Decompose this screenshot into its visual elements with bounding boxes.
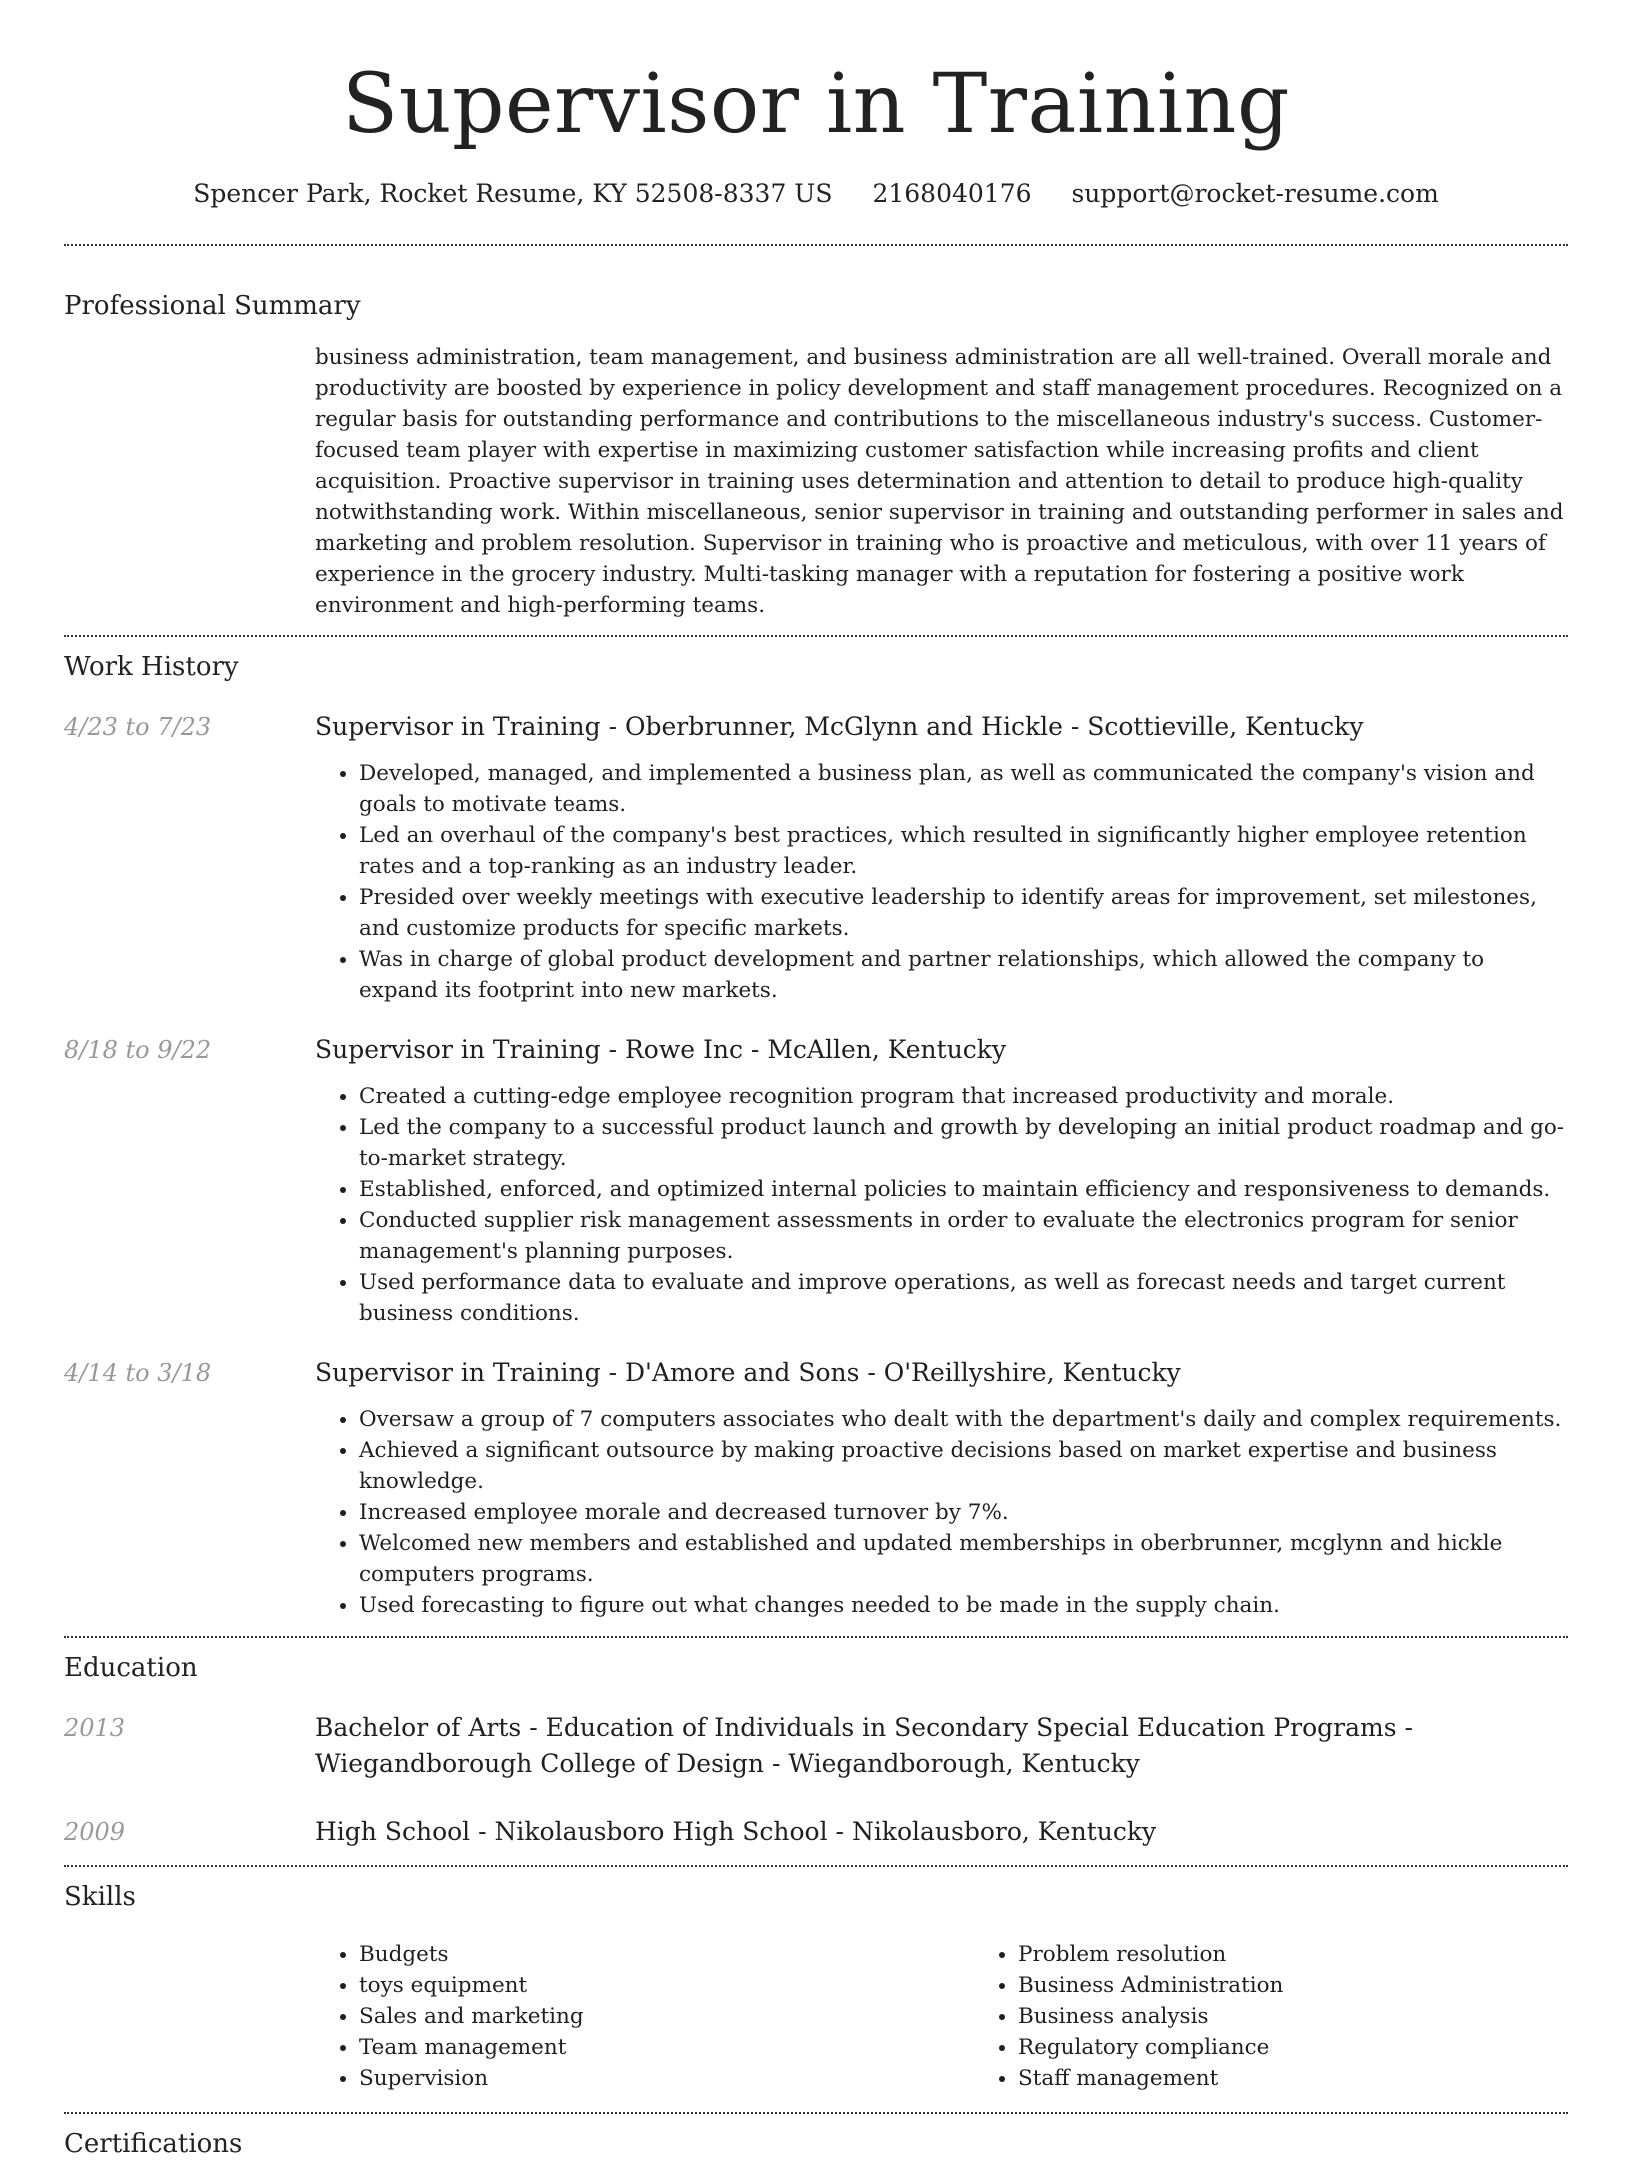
section-title-skills: Skills xyxy=(64,1882,136,1912)
section-title-work-history: Work History xyxy=(64,652,239,682)
education-section xyxy=(64,1648,1568,1850)
skills-list-left xyxy=(315,1939,974,2094)
skill-item: • Business Administration xyxy=(1018,1970,1632,2001)
section-title-certifications: Certifications xyxy=(64,2129,243,2159)
education-year: 2009 xyxy=(64,1818,126,1846)
education-entry xyxy=(64,1814,1568,1850)
job-bullet: • Established, enforced, and optimized internal policies to maintain efficiency and responsiveness to demands. xyxy=(359,1174,1568,1205)
education-text: Bachelor of Arts - Education of Individuals in Secondary Special Education Programs - Wiegandborough College of Design - Wiegandborough, Kentucky xyxy=(315,1713,1413,1778)
contact-address: Spencer Park, Rocket Resume, KY 52508-8337 US xyxy=(193,179,833,208)
certifications-section xyxy=(64,2124,1568,2164)
job-bullet: • Achieved a significant outsource by making proactive decisions based on market expertise and business knowledge. xyxy=(359,1435,1568,1497)
divider xyxy=(64,2112,1568,2114)
resume-page xyxy=(64,0,1568,2164)
job-bullet: • Used forecasting to figure out what changes needed to be made in the supply chain. xyxy=(359,1590,1568,1621)
job-bullet: • Increased employee morale and decreased turnover by 7%. xyxy=(359,1497,1568,1528)
summary-section xyxy=(64,286,1568,621)
job-dates: 8/18 to 9/22 xyxy=(64,1036,212,1064)
job-bullet: • Led the company to a successful product launch and growth by developing an initial product roadmap and go-to-market strategy. xyxy=(359,1112,1568,1174)
job-bullet: • Presided over weekly meetings with executive leadership to identify areas for improvement, set milestones, and customize products for specific markets. xyxy=(359,882,1568,944)
skill-item: • Supervision xyxy=(359,2063,974,2094)
job-bullet: • Conducted supplier risk management assessments in order to evaluate the electronics program for senior management's planning purposes. xyxy=(359,1205,1568,1267)
section-title-education: Education xyxy=(64,1653,198,1683)
contact-line xyxy=(64,178,1568,210)
divider xyxy=(64,1865,1568,1867)
job-entry xyxy=(64,709,1568,1006)
skill-item: • Sales and marketing xyxy=(359,2001,974,2032)
candidate-name: Supervisor in Training xyxy=(342,57,1290,152)
job-bullets xyxy=(315,1081,1568,1329)
work-history-section xyxy=(64,647,1568,1621)
job-heading: Supervisor in Training - Rowe Inc - McAllen, Kentucky xyxy=(315,1035,1007,1064)
divider xyxy=(64,635,1568,637)
skills-section xyxy=(64,1877,1568,2094)
skills-list-right xyxy=(974,1939,1632,2094)
job-dates: 4/23 to 7/23 xyxy=(64,713,212,741)
job-bullet: • Oversaw a group of 7 computers associates who dealt with the department's daily and complex requirements. xyxy=(359,1404,1568,1435)
section-title-summary: Professional Summary xyxy=(64,291,361,321)
education-entry xyxy=(64,1710,1568,1782)
contact-email: support@rocket-resume.com xyxy=(1071,179,1439,208)
job-heading: Supervisor in Training - D'Amore and Sons - O'Reillyshire, Kentucky xyxy=(315,1358,1181,1387)
job-bullet: • Used performance data to evaluate and improve operations, as well as forecast needs and target current business conditions. xyxy=(359,1267,1568,1329)
skill-item: • toys equipment xyxy=(359,1970,974,2001)
summary-text: business administration, team management, and business administration are all well-trained. Overall morale and productivity are boosted by experience in policy development and staff management procedures. Recognized on a regular basis for outstanding performance and contributions to the miscellaneous industry's success. Customer-focused team player with expertise in maximizing customer satisfaction while increasing profits and client acquisition. Proactive supervisor in training uses determination and attention to detail to produce high-quality notwithstanding work. Within miscellaneous, senior supervisor in training and outstanding performer in sales and marketing and problem resolution. Supervisor in training who is proactive and meticulous, with over 11 years of experience in the grocery industry. Multi-tasking manager with a reputation for fostering a positive work environment and high-performing teams. xyxy=(315,345,1564,618)
job-bullets xyxy=(315,1404,1568,1621)
skill-item: • Team management xyxy=(359,2032,974,2063)
job-entry xyxy=(64,1355,1568,1621)
job-heading: Supervisor in Training - Oberbrunner, McGlynn and Hickle - Scottieville, Kentucky xyxy=(315,712,1364,741)
divider xyxy=(64,1636,1568,1638)
job-bullet: • Was in charge of global product development and partner relationships, which allowed the company to expand its footprint into new markets. xyxy=(359,944,1568,1006)
education-year: 2013 xyxy=(64,1714,126,1742)
job-entry xyxy=(64,1032,1568,1329)
skill-item: • Business analysis xyxy=(1018,2001,1632,2032)
education-text: High School - Nikolausboro High School - Nikolausboro, Kentucky xyxy=(315,1817,1157,1846)
skill-item: • Problem resolution xyxy=(1018,1939,1632,1970)
skill-item: • Budgets xyxy=(359,1939,974,1970)
contact-phone: 2168040176 xyxy=(872,179,1032,208)
job-bullet: • Led an overhaul of the company's best practices, which resulted in significantly higher employee retention rates and a top-ranking as an industry leader. xyxy=(359,820,1568,882)
skill-item: • Staff management xyxy=(1018,2063,1632,2094)
divider xyxy=(64,244,1568,246)
job-bullets xyxy=(315,758,1568,1006)
job-bullet: • Developed, managed, and implemented a business plan, as well as communicated the company's vision and goals to motivate teams. xyxy=(359,758,1568,820)
skill-item: • Regulatory compliance xyxy=(1018,2032,1632,2063)
job-bullet: • Created a cutting-edge employee recognition program that increased productivity and morale. xyxy=(359,1081,1568,1112)
job-bullet: • Welcomed new members and established and updated memberships in oberbrunner, mcglynn and hickle computers programs. xyxy=(359,1528,1568,1590)
job-dates: 4/14 to 3/18 xyxy=(64,1359,212,1387)
